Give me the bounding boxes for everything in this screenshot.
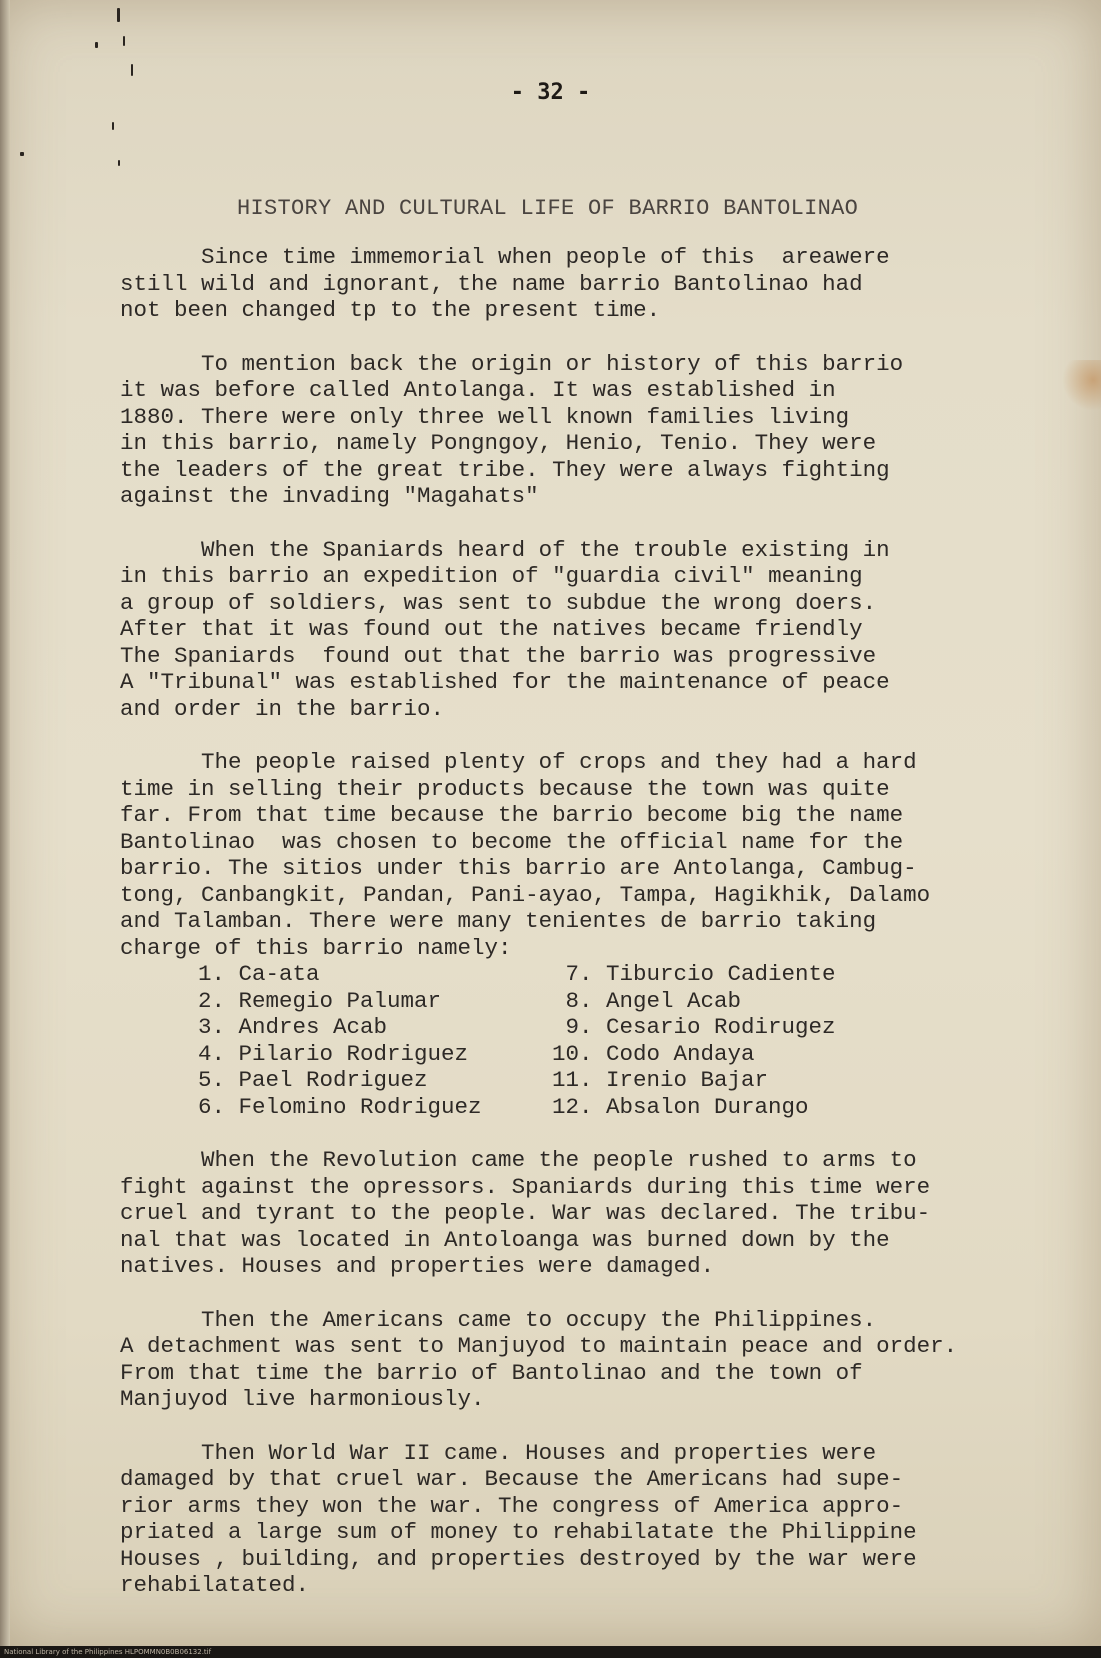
list-item-right: 12. Absalon Durango: [552, 1093, 809, 1120]
list-item: [120, 1041, 1080, 1068]
list-item-left: 5. Pael Rodriguez: [198, 1067, 428, 1093]
text-line: Since time immemorial when people of this areawere: [120, 244, 890, 270]
text-line: barrio. The sitios under this barrio are Antolanga, Cambug-: [120, 855, 917, 881]
text-line: far. From that time because the barrio become big the name: [120, 802, 904, 828]
text-line: the leaders of the great tribe. They were always fighting: [120, 456, 890, 483]
text-line: After that it was found out the natives became friendly: [120, 616, 863, 642]
text-line: From that time the barrio of Bantolinao and the town of: [120, 1359, 863, 1386]
text-line: cruel and tyrant to the people. War was declared. The tribu-: [120, 1200, 931, 1226]
scan-speck: [20, 152, 24, 156]
list-item-left: 4. Pilario Rodriguez: [198, 1040, 469, 1067]
scan-speck: [131, 64, 133, 76]
list-item-left: 6. Felomino Rodriguez: [198, 1093, 482, 1120]
scan-speck: [112, 122, 114, 130]
text-line: it was before called Antolanga. It was established in: [120, 377, 836, 403]
text-line: fight against the opressors. Spaniards during this time were: [120, 1173, 931, 1200]
text-line: not been changed tp to the present time.: [120, 297, 661, 323]
page-edge-shadow: [0, 0, 10, 1646]
text-line: a group of soldiers, was sent to subdue the wrong doers.: [120, 589, 877, 616]
list-item-right: 7. Tiburcio Cadiente: [552, 961, 836, 987]
text-line: in this barrio an expedition of "guardia civil" meaning: [120, 563, 863, 589]
text-line: The people raised plenty of crops and they had a hard: [120, 749, 917, 775]
scan-speck: [123, 36, 125, 46]
text-line: charge of this barrio namely:: [120, 934, 512, 961]
text-line: time in selling their products because the town was quite: [120, 775, 890, 802]
text-line: nal that was located in Antoloanga was burned down by the: [120, 1226, 890, 1253]
text-line: To mention back the origin or history of this barrio: [120, 350, 904, 377]
paragraph-crops: [120, 749, 1080, 961]
list-item-left: 3. Andres Acab: [198, 1014, 388, 1040]
text-line: in this barrio, namely Pongngoy, Henio, Tenio. They were: [120, 430, 877, 456]
paragraph-revolution: [120, 1147, 1080, 1280]
scan-speck: [95, 42, 98, 48]
text-line: Manjuyod live harmoniously.: [120, 1386, 485, 1412]
text-line: and order in the barrio.: [120, 695, 445, 722]
text-line: Houses , building, and properties destroyed by the war were: [120, 1545, 917, 1572]
scan-speck: [117, 8, 120, 22]
text-line: against the invading "Magahats": [120, 483, 539, 509]
list-item-left: 2. Remegio Palumar: [198, 987, 442, 1014]
text-line: natives. Houses and properties were damaged.: [120, 1253, 715, 1279]
text-line: rehabilatated.: [120, 1572, 310, 1598]
paragraph-americans: [120, 1307, 1080, 1413]
text-line: priated a large sum of money to rehabilatate the Philippine: [120, 1519, 917, 1545]
text-line: A detachment was sent to Manjuyod to maintain peace and order.: [120, 1333, 958, 1359]
text-line: Then the Americans came to occupy the Philippines.: [120, 1306, 877, 1333]
list-item-right: 11. Irenio Bajar: [552, 1067, 769, 1093]
paragraph-spaniards: [120, 537, 1080, 723]
page-title: HISTORY AND CULTURAL LIFE OF BARRIO BANTOLINAO: [237, 196, 859, 221]
list-item-left: 1. Ca-ata: [198, 961, 320, 987]
tenientes-list: [120, 961, 1080, 1120]
text-line: tong, Canbangkit, Pandan, Pani-ayao, Tampa, Hagikhik, Dalamo: [120, 881, 931, 908]
text-line: and Talamban. There were many tenientes de barrio taking: [120, 908, 877, 934]
document-body: [120, 244, 1080, 1626]
text-line: 1880. There were only three well known families living: [120, 403, 850, 430]
text-line: When the Spaniards heard of the trouble existing in: [120, 536, 890, 563]
paragraph-intro: [120, 244, 1080, 324]
text-line: damaged by that cruel war. Because the Americans had supe-: [120, 1466, 904, 1492]
text-line: Then World War II came. Houses and properties were: [120, 1439, 877, 1466]
paragraph-origin: [120, 351, 1080, 510]
scan-speck: [118, 160, 120, 166]
scan-footer: National Library of the Philippines HLPOMMN0B0B06132.tif: [0, 1646, 1101, 1658]
text-line: still wild and ignorant, the name barrio Bantolinao had: [120, 270, 863, 297]
text-line: A "Tribunal" was established for the maintenance of peace: [120, 669, 890, 695]
list-item: [120, 1014, 1080, 1041]
list-item-right: 8. Angel Acab: [552, 987, 742, 1014]
list-item-right: 9. Cesario Rodirugez: [552, 1014, 836, 1040]
text-line: The Spaniards found out that the barrio was progressive: [120, 642, 877, 669]
list-item: [120, 988, 1080, 1015]
text-line: rior arms they won the war. The congress of America appro-: [120, 1492, 904, 1519]
list-item-right: 10. Codo Andaya: [552, 1040, 755, 1067]
list-item: [120, 1094, 1080, 1121]
paragraph-world-war: [120, 1440, 1080, 1599]
text-line: When the Revolution came the people rushed to arms to: [120, 1147, 917, 1173]
page-number: - 32 -: [510, 80, 591, 105]
list-item: [120, 961, 1080, 988]
text-line: Bantolinao was chosen to become the official name for the: [120, 828, 904, 855]
list-item: [120, 1067, 1080, 1094]
